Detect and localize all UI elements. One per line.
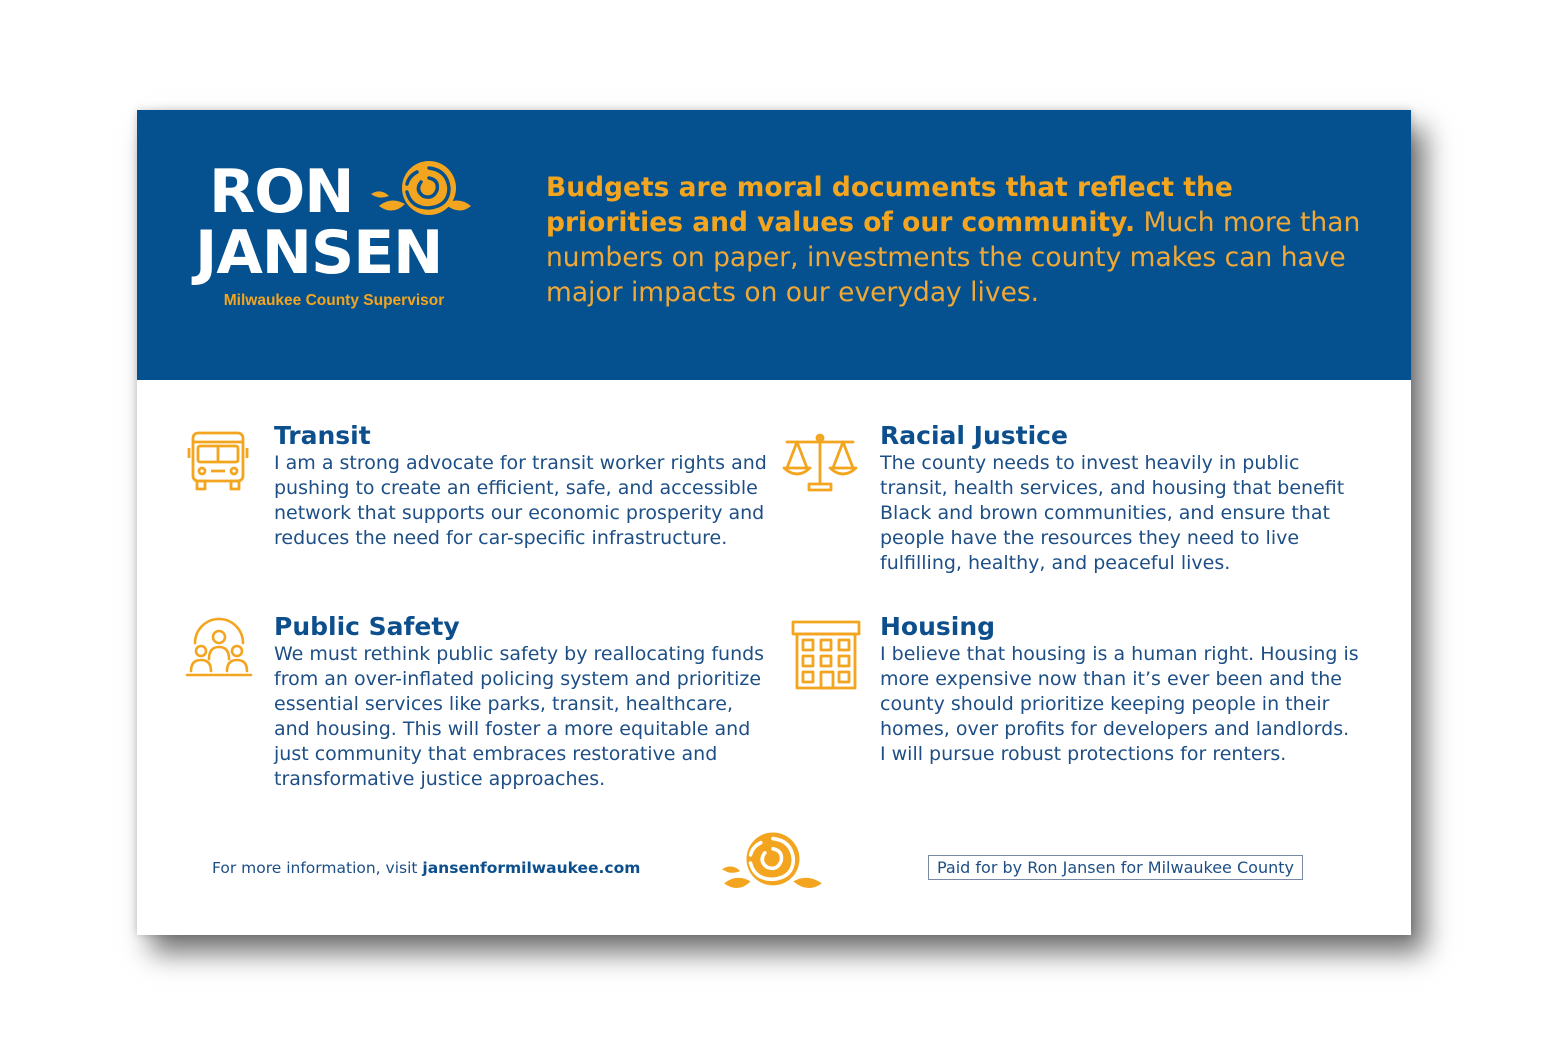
rose-icon bbox=[720, 828, 828, 896]
tagline bbox=[546, 170, 1366, 310]
racial-justice-title: Racial Justice bbox=[880, 421, 1068, 450]
tagline-bold: Budgets are moral documents that reflect the priorities and values of our community. bbox=[546, 172, 1233, 238]
public-safety-title: Public Safety bbox=[274, 612, 460, 641]
rose-icon bbox=[369, 158, 475, 224]
building-icon bbox=[791, 620, 861, 690]
logo-first-name: RON bbox=[209, 157, 354, 227]
housing-body: I believe that housing is a human right. Housing is more expensive now than it’s ever been and the county should prioritize keeping people in their homes, over profits for developers and landlords. I will pursue robust protections for renters. bbox=[880, 643, 1359, 765]
transit-title: Transit bbox=[274, 421, 371, 450]
mailer-card bbox=[137, 110, 1411, 935]
footer-info bbox=[212, 859, 640, 877]
logo-subtitle: Milwaukee County Supervisor bbox=[223, 292, 445, 309]
tagline-light: Much more than numbers on paper, investments the county makes can have major impacts on our everyday lives. bbox=[546, 207, 1361, 308]
website-link[interactable]: jansenformilwaukee.com bbox=[422, 859, 641, 877]
paid-for-disclaimer: Paid for by Ron Jansen for Milwaukee County bbox=[928, 855, 1303, 880]
logo-last-name: JANSEN bbox=[195, 218, 443, 288]
housing-title: Housing bbox=[880, 612, 996, 641]
scales-icon bbox=[781, 432, 859, 494]
header-band bbox=[137, 110, 1411, 380]
bus-icon bbox=[187, 430, 249, 492]
transit-body: I am a strong advocate for transit worker rights and pushing to create an efficient, safe, and accessible network that supports our economic prosperity and reduces the need for car-specific infrastructure. bbox=[274, 452, 767, 549]
racial-justice-body: The county needs to invest heavily in public transit, health services, and housing that benefit Black and brown communities, and ensure that people have the resources they need to live fulfilling, healthy, and peaceful lives. bbox=[880, 452, 1345, 574]
footer-info-prefix: For more information, visit bbox=[212, 859, 423, 877]
community-icon bbox=[185, 615, 253, 679]
public-safety-body: We must rethink public safety by reallocating funds from an over-inflated policing system and prioritize essential services like parks, transit, healthcare, and housing. This will foster a more equitable and just community that embraces restorative and transformative justice approaches. bbox=[274, 643, 765, 790]
